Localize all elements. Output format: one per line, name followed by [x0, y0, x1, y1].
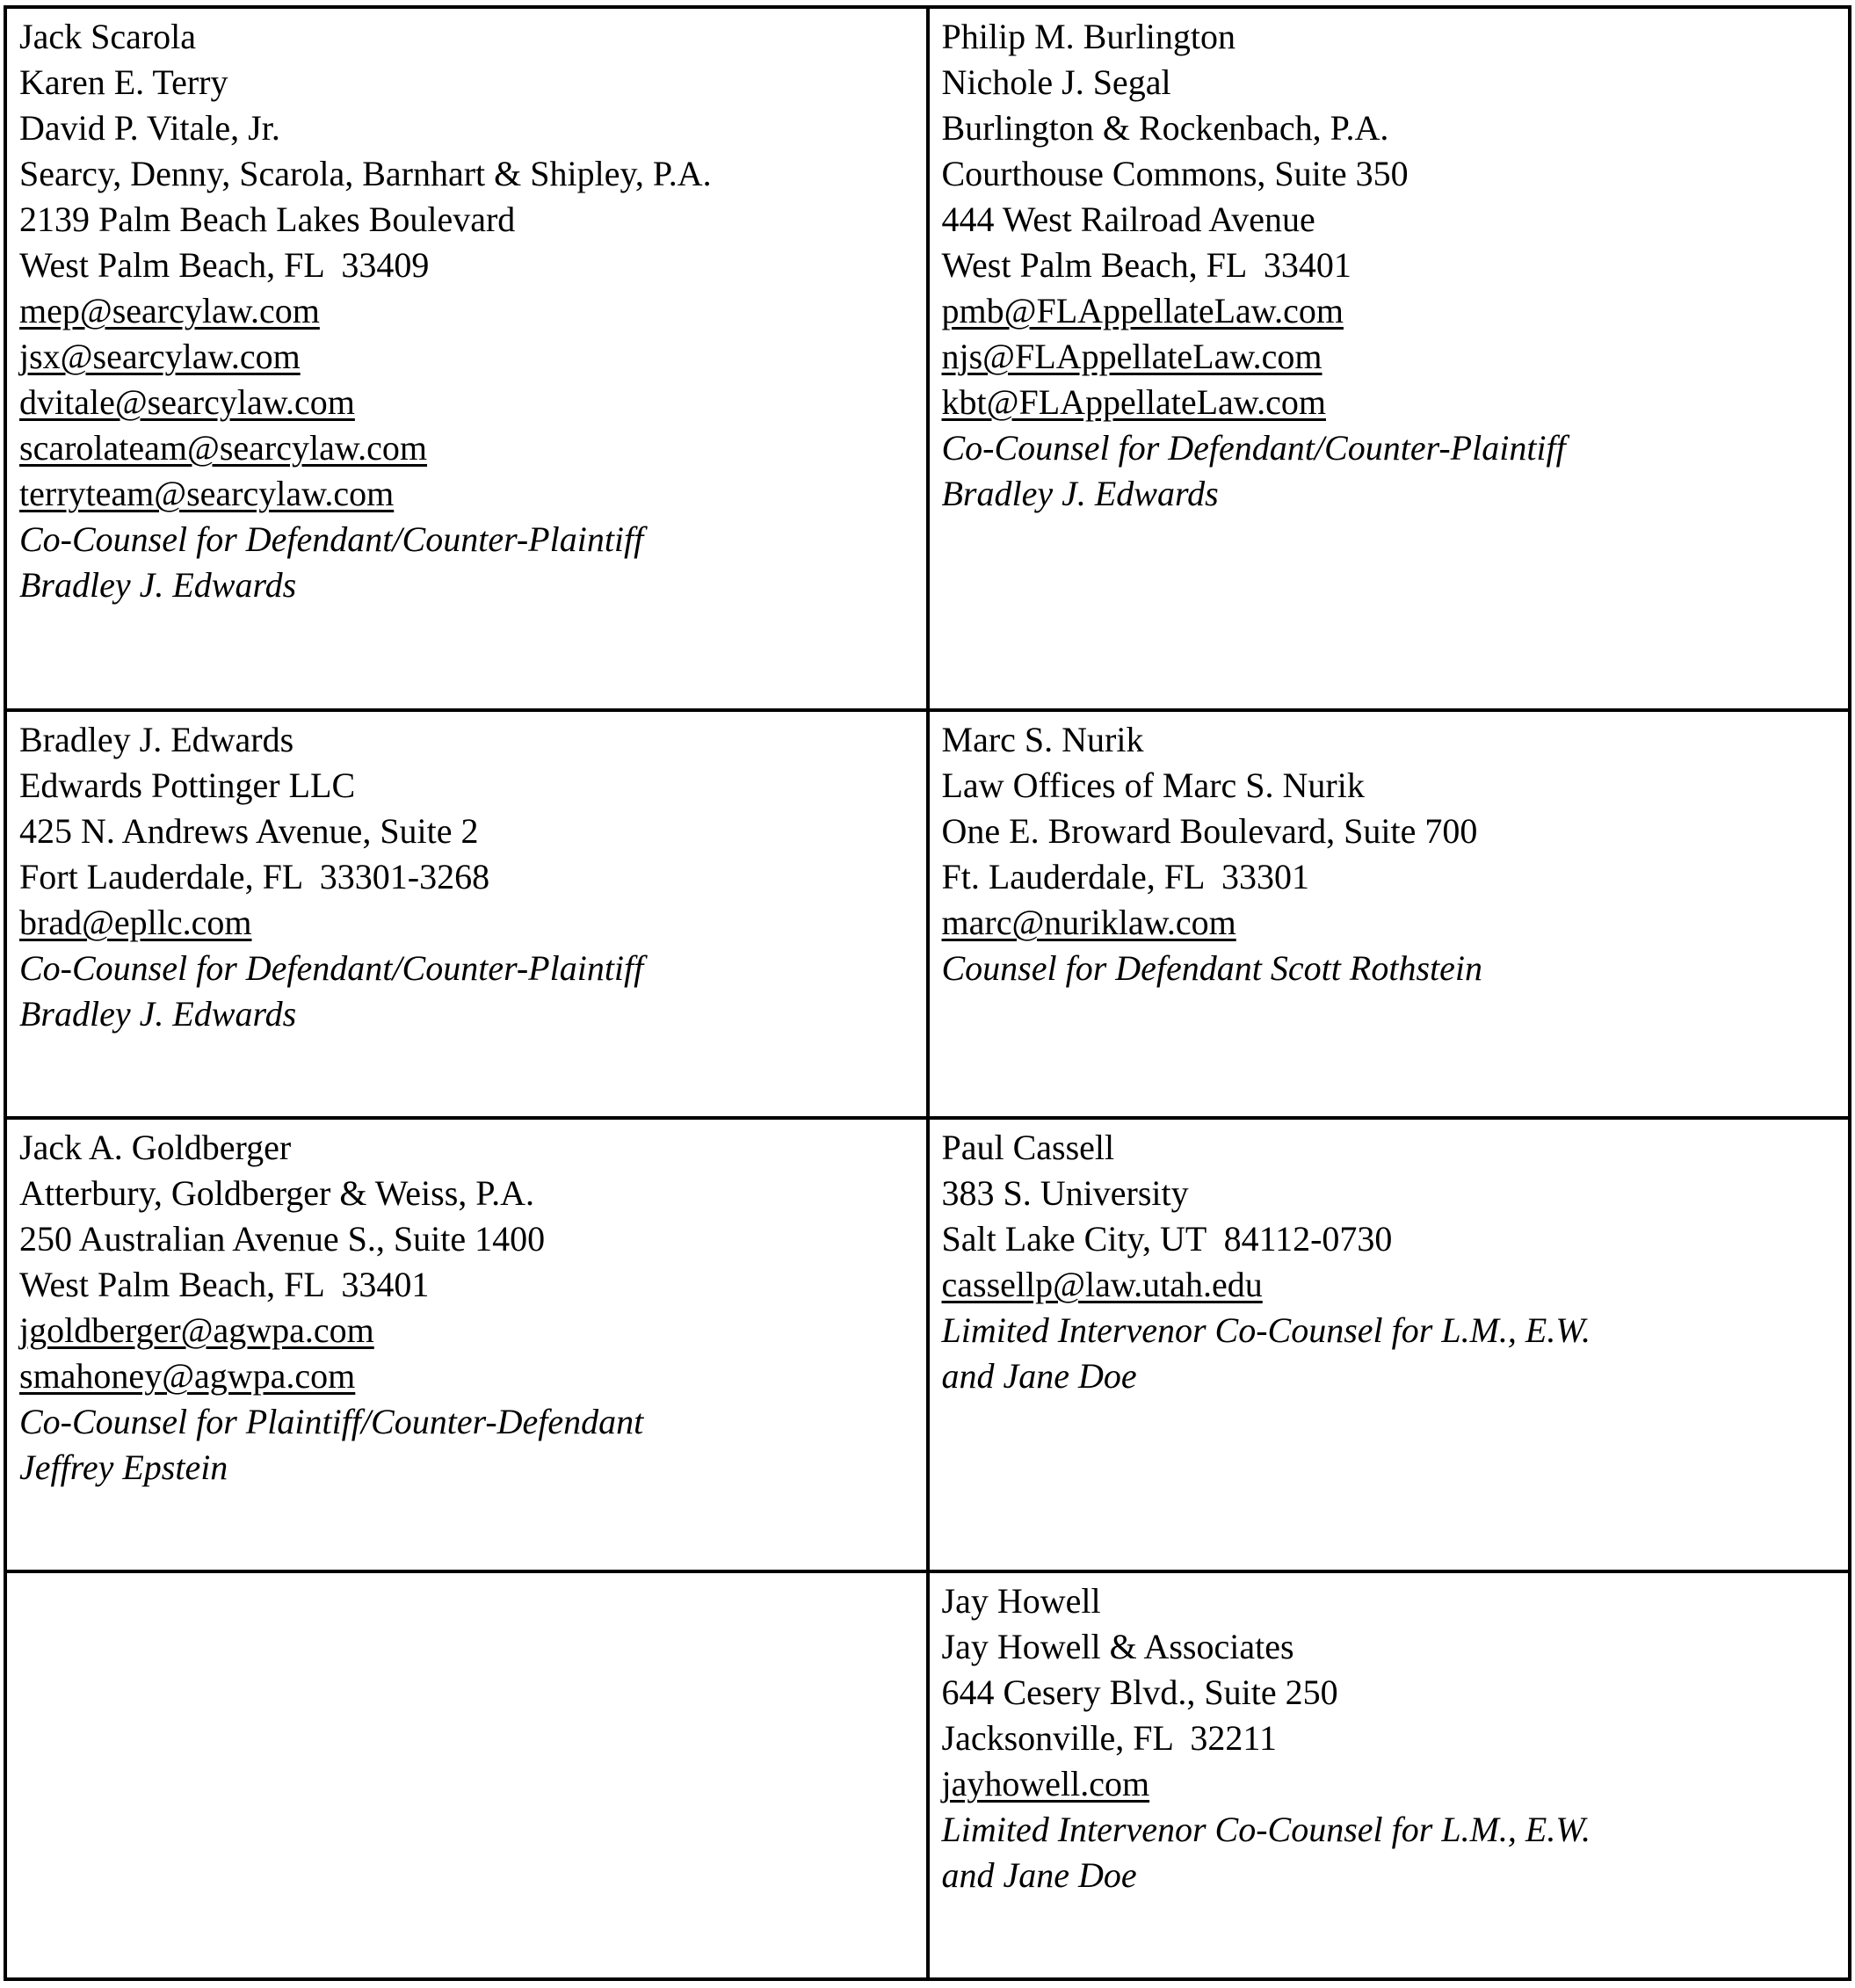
- text-line: Jay Howell & Associates: [941, 1627, 1294, 1666]
- counsel-service-table: [4, 5, 1851, 1981]
- role-text: Co-Counsel for Plaintiff/Counter-Defendant: [19, 1402, 644, 1441]
- role-text: and Jane Doe: [941, 1855, 1137, 1895]
- role-text: Co-Counsel for Defendant/Counter-Plaintiff: [19, 519, 644, 559]
- text-line: Marc S. Nurik: [941, 720, 1144, 759]
- link-text: jsx@searcylaw.com: [19, 337, 301, 376]
- role-text: Bradley J. Edwards: [941, 474, 1219, 513]
- link-text: cassellp@law.utah.edu: [941, 1265, 1263, 1304]
- role-text: Jeffrey Epstein: [19, 1447, 228, 1487]
- text-line: Jay Howell: [941, 1581, 1101, 1621]
- link-text: jayhowell.com: [941, 1764, 1150, 1803]
- link-text: kbt@FLAppellateLaw.com: [941, 382, 1326, 422]
- text-line: 425 N. Andrews Avenue, Suite 2: [19, 811, 479, 851]
- role-text: Bradley J. Edwards: [19, 994, 297, 1034]
- counsel-cell: [928, 710, 1851, 1118]
- text-line: West Palm Beach, FL 33401: [19, 1265, 430, 1304]
- text-line: Fort Lauderdale, FL 33301-3268: [19, 857, 490, 896]
- counsel-cell: [928, 1571, 1851, 1979]
- text-line: Courthouse Commons, Suite 350: [941, 154, 1409, 193]
- text-line: David P. Vitale, Jr.: [19, 108, 280, 148]
- text-line: Salt Lake City, UT 84112-0730: [941, 1219, 1393, 1259]
- link-text: brad@epllc.com: [19, 903, 252, 942]
- counsel-cell: [928, 1118, 1851, 1571]
- table-row: [5, 710, 1850, 1118]
- text-line: Ft. Lauderdale, FL 33301: [941, 857, 1309, 896]
- link-text: njs@FLAppellateLaw.com: [941, 337, 1322, 376]
- counsel-cell: [928, 7, 1851, 710]
- text-line: West Palm Beach, FL 33409: [19, 245, 430, 285]
- table-row: [5, 1571, 1850, 1979]
- text-line: Paul Cassell: [941, 1128, 1115, 1167]
- text-line: Philip M. Burlington: [941, 17, 1235, 56]
- counsel-cell: [5, 7, 928, 710]
- text-line: Bradley J. Edwards: [19, 720, 294, 759]
- text-line: 383 S. University: [941, 1173, 1189, 1213]
- text-line: Atterbury, Goldberger & Weiss, P.A.: [19, 1173, 534, 1213]
- role-text: Co-Counsel for Defendant/Counter-Plaintiff: [941, 428, 1566, 468]
- role-text: and Jane Doe: [941, 1356, 1137, 1396]
- text-line: 2139 Palm Beach Lakes Boulevard: [19, 200, 516, 239]
- link-text: scarolateam@searcylaw.com: [19, 428, 428, 468]
- link-text: pmb@FLAppellateLaw.com: [941, 291, 1344, 330]
- role-text: Counsel for Defendant Scott Rothstein: [941, 948, 1482, 988]
- link-text: mep@searcylaw.com: [19, 291, 320, 330]
- counsel-cell: [5, 710, 928, 1118]
- text-line: One E. Broward Boulevard, Suite 700: [941, 811, 1478, 851]
- text-line: Edwards Pottinger LLC: [19, 765, 356, 805]
- text-line: 250 Australian Avenue S., Suite 1400: [19, 1219, 546, 1259]
- text-line: Law Offices of Marc S. Nurik: [941, 765, 1365, 805]
- role-text: Limited Intervenor Co-Counsel for L.M., E.W.: [941, 1310, 1591, 1350]
- table-row: [5, 1118, 1850, 1571]
- table-row: [5, 7, 1850, 710]
- role-text: Bradley J. Edwards: [19, 565, 297, 605]
- link-text: terryteam@searcylaw.com: [19, 474, 395, 513]
- table-body: [5, 7, 1850, 1979]
- link-text: dvitale@searcylaw.com: [19, 382, 355, 422]
- role-text: Co-Counsel for Defendant/Counter-Plaintiff: [19, 948, 644, 988]
- text-line: Karen E. Terry: [19, 62, 228, 102]
- link-text: smahoney@agwpa.com: [19, 1356, 356, 1396]
- text-line: Jacksonville, FL 32211: [941, 1718, 1277, 1758]
- text-line: Jack A. Goldberger: [19, 1128, 292, 1167]
- text-line: 644 Cesery Blvd., Suite 250: [941, 1672, 1338, 1712]
- text-line: 444 West Railroad Avenue: [941, 200, 1315, 239]
- counsel-cell: [5, 1118, 928, 1571]
- role-text: Limited Intervenor Co-Counsel for L.M., E.W.: [941, 1810, 1591, 1849]
- text-line: Burlington & Rockenbach, P.A.: [941, 108, 1389, 148]
- link-text: marc@nuriklaw.com: [941, 903, 1236, 942]
- text-line: Searcy, Denny, Scarola, Barnhart & Shipley, P.A.: [19, 154, 712, 193]
- link-text: jgoldberger@agwpa.com: [19, 1310, 374, 1350]
- text-line: Nichole J. Segal: [941, 62, 1171, 102]
- empty-cell: [5, 1571, 928, 1979]
- text-line: West Palm Beach, FL 33401: [941, 245, 1351, 285]
- text-line: Jack Scarola: [19, 17, 197, 56]
